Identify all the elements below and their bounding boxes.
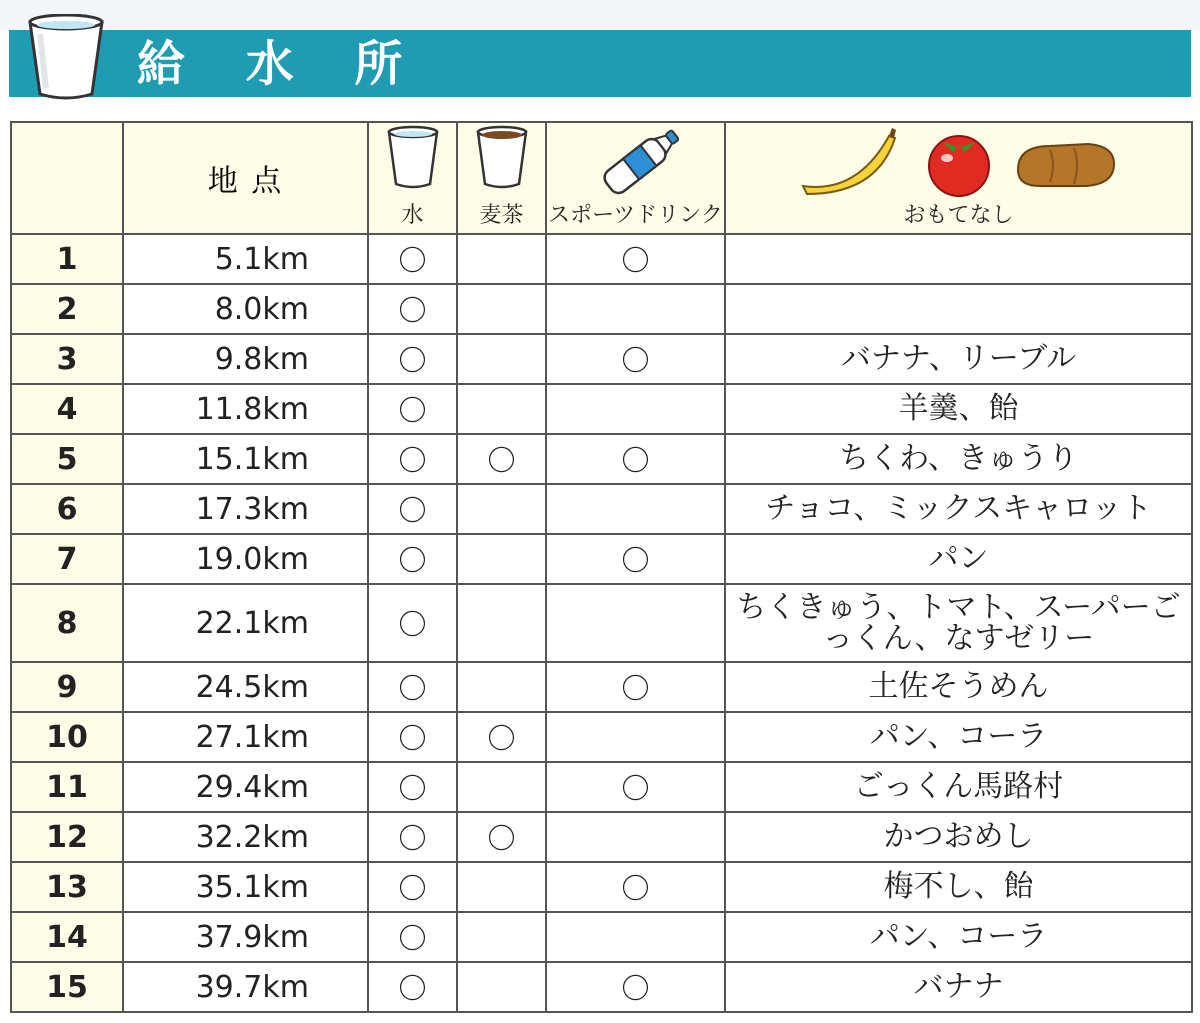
table-row (11, 912, 1192, 962)
station-number-cell: 9 (11, 662, 123, 712)
table-row (11, 862, 1192, 912)
barley-tea-mark-cell (457, 962, 546, 1012)
barley-tea-mark-cell (457, 662, 546, 712)
station-number-cell: 4 (11, 384, 123, 434)
station-number-cell: 5 (11, 434, 123, 484)
distance-cell: 8.0km (123, 284, 368, 334)
barley-tea-mark-cell (457, 284, 546, 334)
water-station-table (10, 121, 1193, 1013)
distance-cell: 39.7km (123, 962, 368, 1012)
hospitality-cell (725, 284, 1192, 334)
sports-drink-mark-cell: 〇 (546, 334, 725, 384)
distance-cell: 37.9km (123, 912, 368, 962)
sports-drink-mark-cell: 〇 (546, 534, 725, 584)
water-mark-cell: 〇 (368, 584, 457, 662)
barley-tea-mark-cell: 〇 (457, 434, 546, 484)
header-place-label: 地 点 (207, 164, 284, 199)
sports-drink-mark-cell: 〇 (546, 962, 725, 1012)
water-mark-cell: 〇 (368, 762, 457, 812)
barley-tea-mark-cell (457, 384, 546, 434)
sports-drink-mark-cell (546, 712, 725, 762)
table-row (11, 434, 1192, 484)
header-barley-tea (457, 122, 546, 234)
station-number-cell: 10 (11, 712, 123, 762)
table-row (11, 962, 1192, 1012)
hospitality-cell: ちくわ、きゅうり (725, 434, 1192, 484)
sports-drink-mark-cell: 〇 (546, 662, 725, 712)
water-mark-cell: 〇 (368, 234, 457, 284)
hospitality-cell: ごっくん馬路村 (725, 762, 1192, 812)
hospitality-cell: 土佐そうめん (725, 662, 1192, 712)
barley-tea-mark-cell: 〇 (457, 712, 546, 762)
barley-tea-mark-cell (457, 234, 546, 284)
header-water (368, 122, 457, 234)
sports-drink-mark-cell (546, 484, 725, 534)
header-corner-cell (11, 122, 123, 234)
water-mark-cell: 〇 (368, 712, 457, 762)
bread-icon (1010, 124, 1120, 198)
water-mark-cell: 〇 (368, 962, 457, 1012)
barley-tea-mark-cell: 〇 (457, 812, 546, 862)
sports-drink-mark-cell: 〇 (546, 434, 725, 484)
table-row (11, 584, 1192, 662)
water-mark-cell: 〇 (368, 534, 457, 584)
table-row (11, 234, 1192, 284)
barley-tea-mark-cell (457, 762, 546, 812)
station-number-cell: 13 (11, 862, 123, 912)
sports-drink-mark-cell (546, 284, 725, 334)
section-banner (9, 30, 1191, 97)
hospitality-cell: バナナ (725, 962, 1192, 1012)
water-mark-cell: 〇 (368, 284, 457, 334)
distance-cell: 5.1km (123, 234, 368, 284)
barley-tea-mark-cell (457, 912, 546, 962)
header-hospitality (725, 122, 1192, 234)
barley-tea-mark-cell (457, 862, 546, 912)
hospitality-cell (725, 234, 1192, 284)
table-row (11, 662, 1192, 712)
water-mark-cell: 〇 (368, 862, 457, 912)
distance-cell: 29.4km (123, 762, 368, 812)
water-mark-cell: 〇 (368, 384, 457, 434)
hospitality-icons (726, 124, 1191, 198)
header-sports-drink (546, 122, 725, 234)
water-mark-cell: 〇 (368, 662, 457, 712)
hospitality-cell: 梅不し、飴 (725, 862, 1192, 912)
station-number-cell: 11 (11, 762, 123, 812)
hospitality-cell: かつおめし (725, 812, 1192, 862)
sports-drink-bottle-icon (547, 124, 724, 198)
water-mark-cell: 〇 (368, 812, 457, 862)
sports-drink-mark-cell (546, 584, 725, 662)
distance-cell: 35.1km (123, 862, 368, 912)
header-barley-tea-label: 麦茶 (479, 203, 524, 228)
distance-cell: 24.5km (123, 662, 368, 712)
table-row (11, 334, 1192, 384)
table-row (11, 534, 1192, 584)
barley-tea-mark-cell (457, 534, 546, 584)
section-title: 給 水 所 (137, 36, 425, 92)
hospitality-cell: パン、コーラ (725, 712, 1192, 762)
barley-tea-mark-cell (457, 334, 546, 384)
distance-cell: 22.1km (123, 584, 368, 662)
hospitality-cell: パン、コーラ (725, 912, 1192, 962)
station-number-cell: 7 (11, 534, 123, 584)
hospitality-cell: 羊羹、飴 (725, 384, 1192, 434)
hospitality-cell: パン (725, 534, 1192, 584)
hospitality-cell: バナナ、リーブル (725, 334, 1192, 384)
distance-cell: 9.8km (123, 334, 368, 384)
station-number-cell: 3 (11, 334, 123, 384)
distance-cell: 11.8km (123, 384, 368, 434)
distance-cell: 27.1km (123, 712, 368, 762)
distance-cell: 17.3km (123, 484, 368, 534)
table-row (11, 384, 1192, 434)
station-number-cell: 8 (11, 584, 123, 662)
station-number-cell: 2 (11, 284, 123, 334)
station-number-cell: 12 (11, 812, 123, 862)
station-number-cell: 6 (11, 484, 123, 534)
sports-drink-mark-cell: 〇 (546, 234, 725, 284)
tomato-icon (913, 124, 1005, 198)
table-header-row (11, 122, 1192, 234)
header-sports-drink-label: スポーツドリンク (548, 203, 723, 228)
page-top-background (0, 0, 1200, 30)
hospitality-cell: チョコ、ミックスキャロット (725, 484, 1192, 534)
hospitality-cell: ちくきゅう、トマト、スーパーごっくん、なすゼリー (725, 584, 1192, 662)
station-number-cell: 1 (11, 234, 123, 284)
table-row (11, 712, 1192, 762)
distance-cell: 32.2km (123, 812, 368, 862)
banana-icon (797, 124, 907, 198)
station-number-cell: 15 (11, 962, 123, 1012)
water-cup-icon (369, 124, 456, 198)
distance-cell: 19.0km (123, 534, 368, 584)
table-row (11, 284, 1192, 334)
table-body (11, 234, 1192, 1012)
barley-tea-mark-cell (457, 584, 546, 662)
station-number-cell: 14 (11, 912, 123, 962)
table-row (11, 812, 1192, 862)
table-row (11, 484, 1192, 534)
distance-cell: 15.1km (123, 434, 368, 484)
header-water-label: 水 (401, 203, 424, 228)
table-row (11, 762, 1192, 812)
barley-tea-cup-icon (458, 124, 545, 198)
water-cup-icon (26, 14, 106, 100)
sports-drink-mark-cell (546, 812, 725, 862)
sports-drink-mark-cell: 〇 (546, 762, 725, 812)
header-hospitality-label: おもてなし (903, 203, 1014, 228)
water-mark-cell: 〇 (368, 434, 457, 484)
barley-tea-mark-cell (457, 484, 546, 534)
water-mark-cell: 〇 (368, 334, 457, 384)
water-mark-cell: 〇 (368, 912, 457, 962)
header-place (123, 122, 368, 234)
sports-drink-mark-cell: 〇 (546, 862, 725, 912)
water-mark-cell: 〇 (368, 484, 457, 534)
sports-drink-mark-cell (546, 384, 725, 434)
sports-drink-mark-cell (546, 912, 725, 962)
